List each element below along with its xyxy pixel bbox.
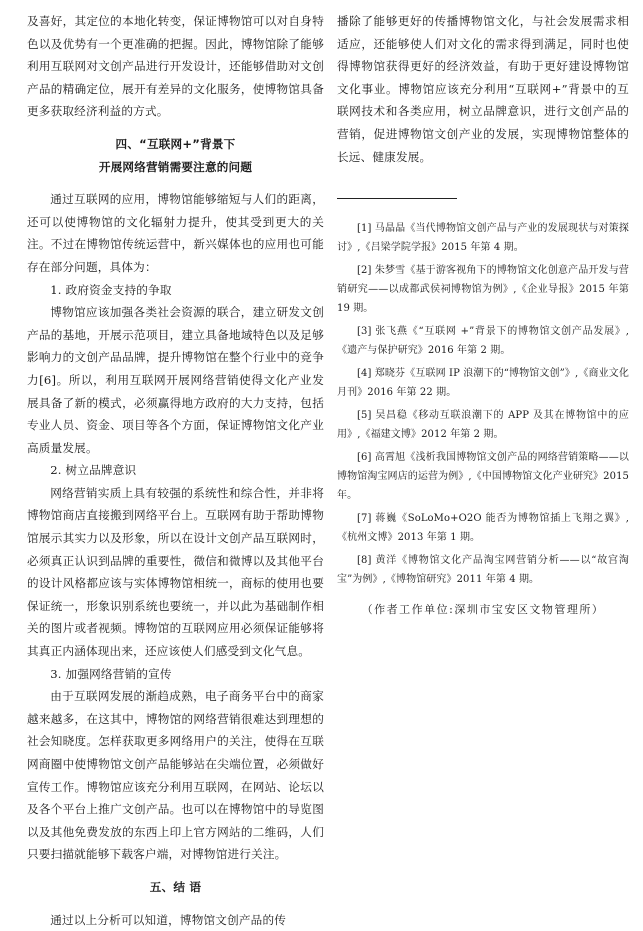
reference-item: [6] 高霄旭《浅析我国博物馆文创产品的网络营销策略——以博物馆淘宝网店的运营为例》,《中国博物馆文化产业研究》2015 年。: [337, 452, 629, 502]
reference-list: [337, 219, 629, 589]
paragraph-intro: 通过互联网的应用，博物馆能够缩短与人们的距离，还可以使博物馆的文化辐射力提升，使其受到更大的关注。不过在博物馆传统运营中，新兴媒体也的应用也可能存在部分问题，具体为：: [27, 192, 324, 274]
reference-item: [2] 朱梦雪《基于游客视角下的博物馆文化创意产品开发与营销研究——以成都武侯祠博物馆为例》,《企业导报》2015 年第 19 期。: [337, 265, 629, 315]
footnote-divider: [337, 198, 457, 199]
reference-item: [3] 张飞燕《“互联网 +”背景下的博物馆文创产品发展》,《遗产与保护研究》2016 年第 2 期。: [337, 326, 629, 357]
section-4-title-line-2: 开展网络营销需要注意的问题: [98, 159, 253, 174]
subsection-2-text: 网络营销实质上具有较强的系统性和综合性，并非将博物馆商店直接搬到网络平台上。互联网有助于帮助博物馆展示其实力以及形象，所以在设计文创产品互联网时，必须真正认识到品牌的重要性，微信和微博以及其他平台的设计风格都应该与实体博物馆相统一，商标的使用也要保证统一，形象识别系统也要统一，并以此为基础制作相关的图片或者视频。博物馆的互联网应用必须保证能够将其真正内涵体现出来，还应该使人们感受到文化气息。: [27, 485, 324, 659]
paragraph-continued: 及喜好，其定位的本地化转变，保证博物馆可以对自身特色以及优势有一个更准确的把握。因此，博物馆除了能够利用互联网对文创产品进行开发设计，还能够借助对文创产品的精确定位，展开有差异的文化服务，使博物馆具备更多获取经济利益的方式。: [27, 14, 324, 119]
left-column: [27, 10, 324, 931]
paragraph-conclusion-cont: 播除了能够更好的传播博物馆文化，与社会发展需求相适应，还能够使人们对文化的需求得到满足，同时也使得博物馆获得更好的经济效益，有助于更好建设博物馆文化事业。博物馆应该充分利用“互联网+”背景中的互联网技术和各类应用，树立品牌意识，进行文创产品的营销，促进博物馆文创产业的发展，实现博物馆整体的长远、健康发展。: [337, 14, 629, 164]
subsection-3-text: 由于互联网发展的渐趋成熟，电子商务平台中的商家越来越多，在这其中，博物馆的网络营销很难达到理想的社会知晓度。怎样获取更多网络用户的关注，使得在互联网商圈中使博物馆文创产品能够站在尖端位置，必须做好宣传工作。博物馆应该充分利用互联网，在网站、论坛以及各个平台上推广文创产品。也可以在博物馆中的导览图以及其他免费发放的东西上印上官方网站的二维码，人们只要扫描就能够下载客户端，对博物馆进行关注。: [27, 689, 324, 862]
reference-item: [7] 蒋巍《SoLoMo+O2O 能否为博物馆插上飞翔之翼》,《杭州文博》2013 年第 1 期。: [337, 513, 629, 544]
section-5-title: 五、结 语: [149, 879, 202, 894]
subsection-3-title: 3. 加强网络营销的宣传: [50, 666, 172, 681]
reference-item: [5] 吴昌稳《移动互联浪潮下的 APP 及其在博物馆中的应用》,《福建文博》2012 年第 2 期。: [337, 410, 629, 441]
right-column: [337, 10, 629, 619]
subsection-1-text: 博物馆应该加强各类社会资源的联合，建立研发文创产品的基地，开展示范项目，建立具备地域特色以及足够影响力的文创产品品牌，提升博物馆在整个行业中的竞争力[6]。所以，利用互联网开展网络营销使得文化产业发展具备了新的模式，必须赢得地方政府的大力支持，包括专业人员、资金、项目等各个方面，保证博物馆文化产业高质量发展。: [27, 305, 324, 455]
subsection-1-title: 1. 政府资金支持的争取: [50, 282, 172, 297]
reference-item: [8] 黄洋《博物馆文化产品淘宝网营销分析——以“故宫淘宝”为例》,《博物馆研究》2011 年第 4 期。: [337, 555, 629, 586]
paragraph-conclusion-start: 通过以上分析可以知道，博物馆文创产品的传: [50, 912, 287, 927]
subsection-2-title: 2. 树立品牌意识: [50, 463, 137, 478]
reference-item: [4] 郑晓芬《互联网 IP 浪潮下的“博物馆文创”》,《商业文化月刊》2016 年第 22 期。: [337, 368, 629, 399]
author-affiliation: （作者工作单位:深圳市宝安区文物管理所）: [361, 603, 605, 617]
section-4-title-line-1: 四、“互联网+”背景下: [115, 136, 236, 151]
reference-item: [1] 马晶晶《当代博物馆文创产品与产业的发展现状与对策探讨》,《吕梁学院学报》2015 年第 4 期。: [337, 223, 629, 254]
